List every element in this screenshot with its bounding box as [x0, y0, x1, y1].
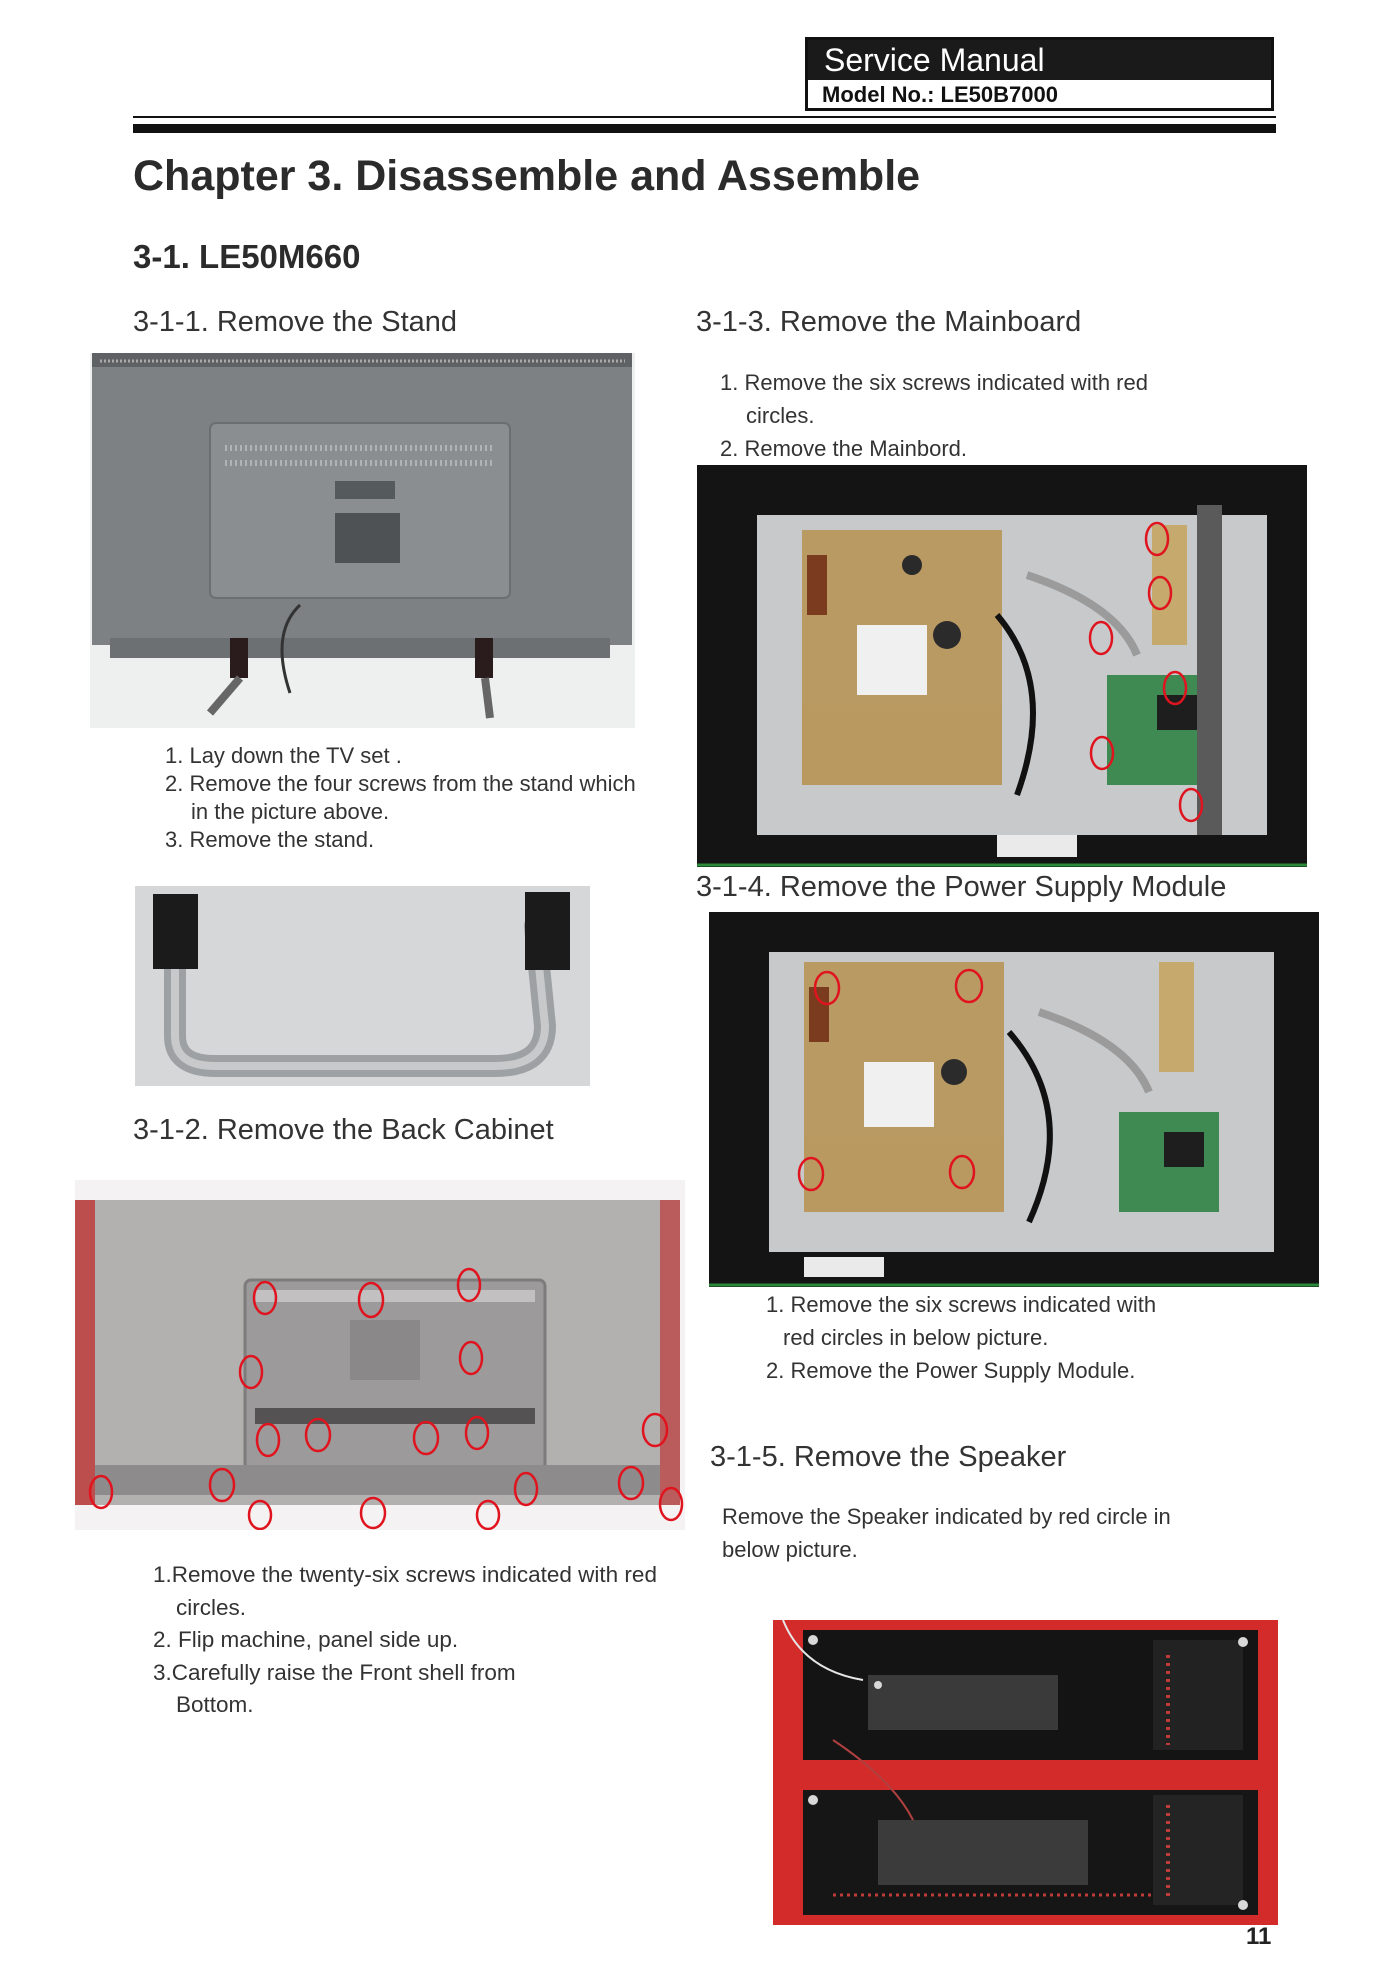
- power-supply-step-instructions: 1. Remove the six screws indicated with red circles in below picture. 2. Remove the Power Supply Module.: [766, 1292, 1157, 1383]
- stand-step-instructions: 1. Lay down the TV set . 2. Remove the four screws from the stand which in the picture above. 3. Remove the stand.: [165, 743, 636, 852]
- stand-step-title: 3-1-1. Remove the Stand: [133, 306, 458, 338]
- model-number: Model No.: LE50B7000: [822, 82, 1058, 107]
- mainboard-step-title: 3-1-3. Remove the Mainboard: [696, 306, 1082, 338]
- header-rule-thin: [133, 116, 1276, 118]
- stand-photo: [135, 886, 590, 1086]
- power-supply-photo: [709, 912, 1319, 1287]
- back-cabinet-step-instructions: 1.Remove the twenty-six screws indicated with red circles. 2. Flip machine, panel side up. 3.Carefully raise the Front shell from Bottom.: [153, 1562, 657, 1717]
- back-cabinet-photo: [75, 1180, 685, 1530]
- header-box: [805, 37, 1274, 111]
- power-supply-step-title: 3-1-4. Remove the Power Supply Module: [696, 871, 1227, 903]
- header-rule-thick: [133, 124, 1276, 133]
- mainboard-step-instructions: 1. Remove the six screws indicated with red circles. 2. Remove the Mainbord.: [720, 370, 1148, 461]
- manual-title: Service Manual: [808, 40, 1271, 80]
- chapter-title: Chapter 3. Disassemble and Assemble: [133, 152, 921, 200]
- section-title: 3-1. LE50M660: [133, 238, 361, 275]
- page-number: 11: [1246, 1923, 1272, 1950]
- speaker-step-instructions: Remove the Speaker indicated by red circle in below picture.: [722, 1504, 1171, 1562]
- tv-back-stand-photo: [90, 353, 635, 728]
- mainboard-photo: [697, 465, 1307, 867]
- speaker-step-title: 3-1-5. Remove the Speaker: [710, 1441, 1067, 1473]
- back-cabinet-step-title: 3-1-2. Remove the Back Cabinet: [133, 1114, 554, 1146]
- speaker-photo: [773, 1620, 1278, 1925]
